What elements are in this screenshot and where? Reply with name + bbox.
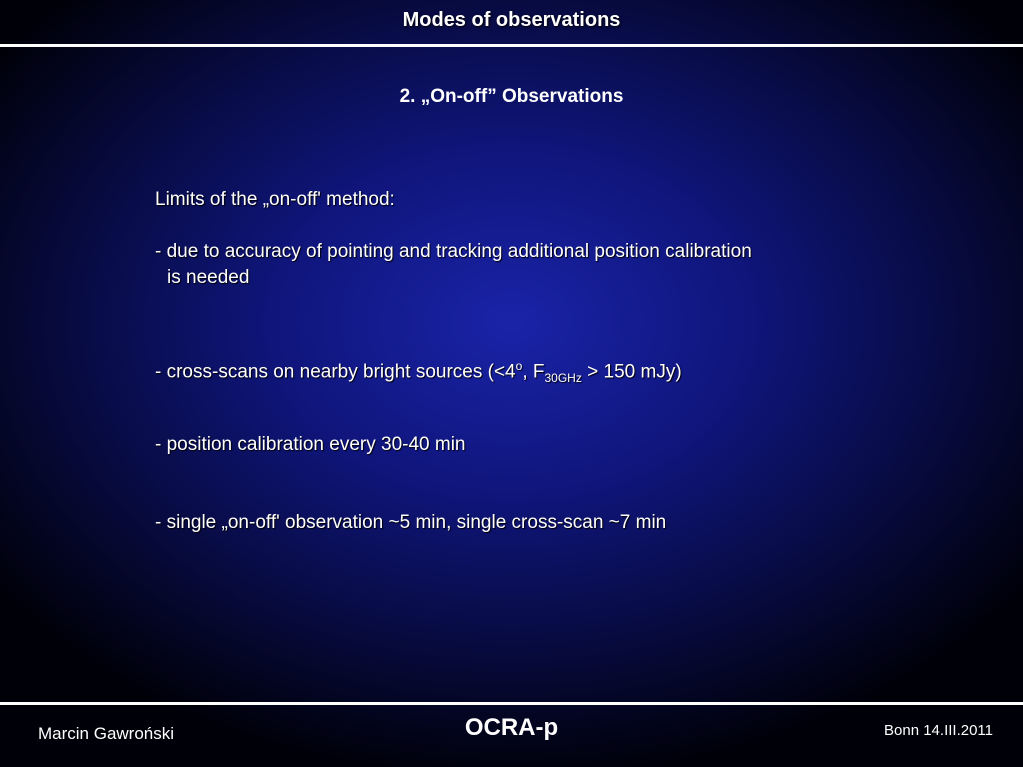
footer-project-name: OCRA-p: [464, 714, 559, 741]
footer-divider: [0, 702, 1023, 705]
footer-place-date: Bonn 14.III.2011: [884, 722, 993, 739]
bullet-pointing-calibration: [155, 239, 752, 291]
bullet-observation-times: - single „on-off' observation ~5 min, single cross-scan ~7 min: [155, 512, 667, 533]
frequency-subscript: 30GHz: [544, 371, 582, 386]
flux-symbol: , F: [522, 361, 545, 383]
header-divider: [0, 44, 1023, 47]
slide-title: Modes of observations: [402, 9, 621, 31]
footer-author: Marcin Gawroński: [38, 724, 175, 743]
bullet-cross-scans: [155, 353, 682, 391]
bullet-position-calibration: - position calibration every 30-40 min: [155, 434, 466, 455]
bullet-line-1: - due to accuracy of pointing and tracking additional position calibration: [155, 241, 752, 262]
bullet-line-2: is needed: [167, 267, 250, 288]
bullet-cross-scans-text: - cross-scans on nearby bright sources (<4: [155, 361, 516, 383]
section-subtitle: 2. „On-off” Observations: [399, 86, 624, 107]
degree-superscript: o: [515, 359, 523, 373]
flux-limit: > 150 mJy): [581, 361, 682, 383]
limits-heading: Limits of the „on-off' method:: [155, 189, 395, 210]
